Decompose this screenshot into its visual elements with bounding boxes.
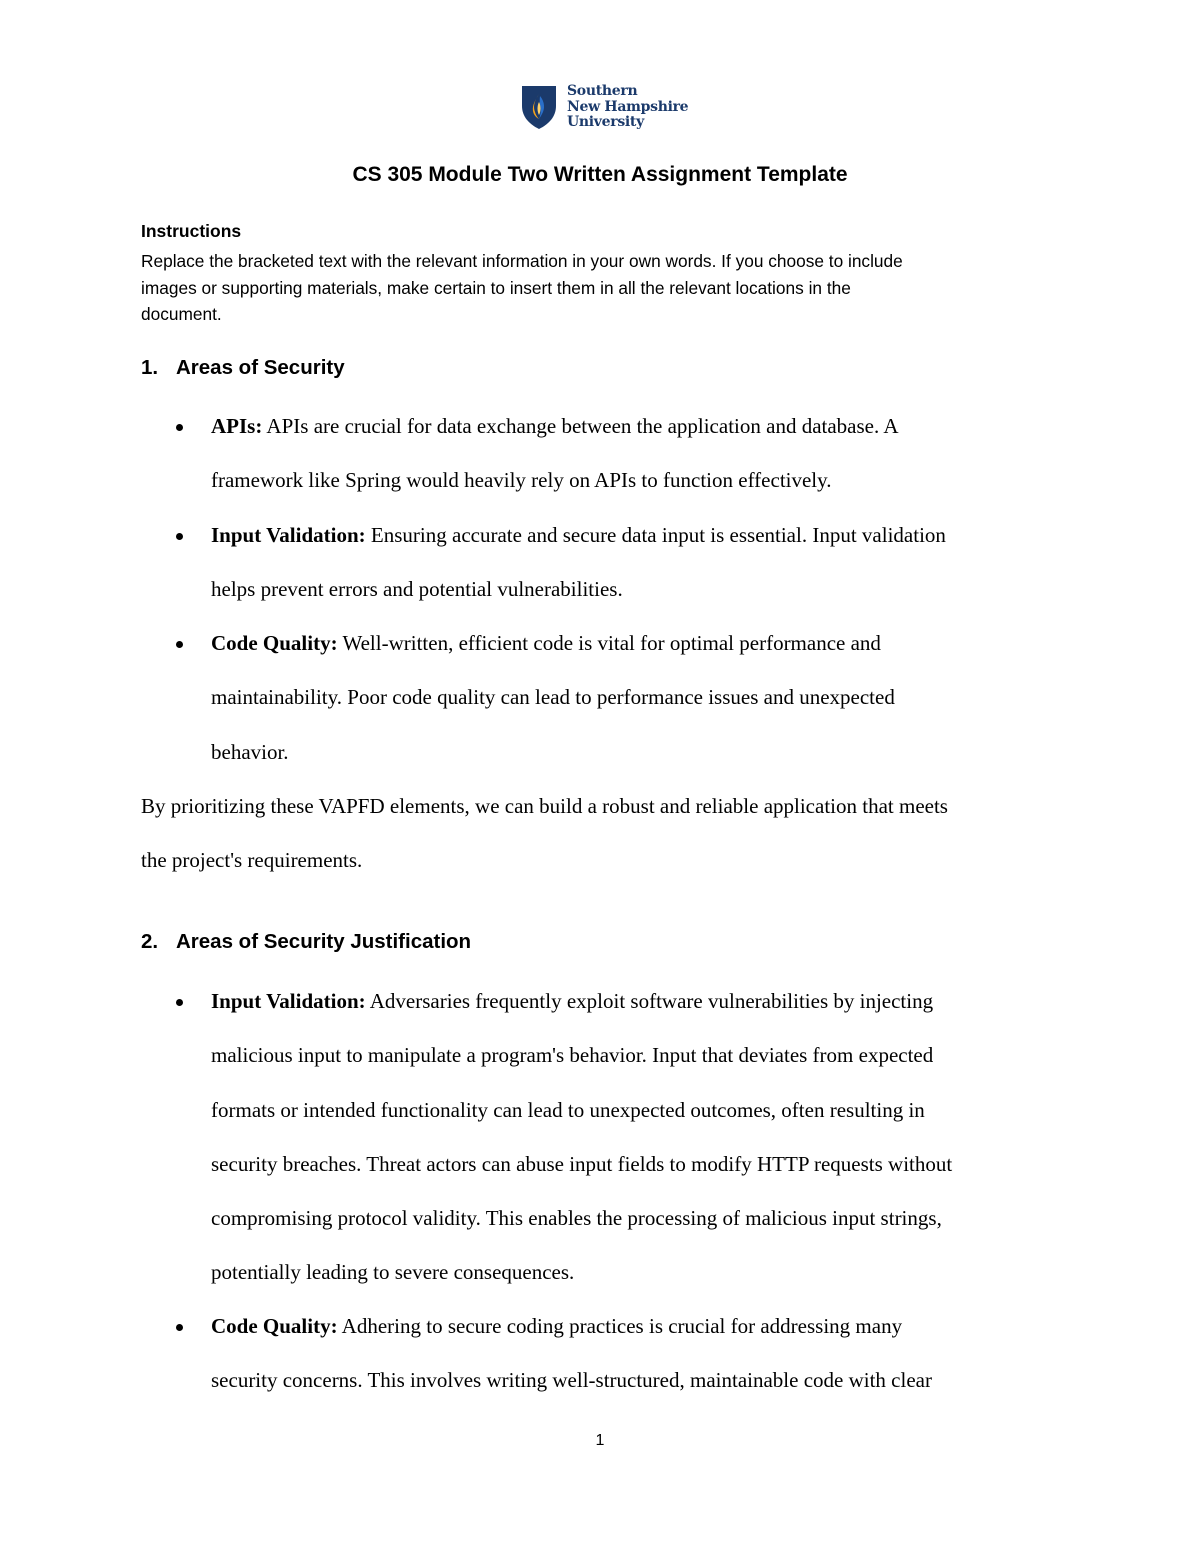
logo-wordmark [567, 84, 688, 131]
logo-line-2: New Hampshire [567, 98, 689, 115]
paragraph-line: the project's requirements. [141, 848, 363, 872]
bullet-text: behavior. [211, 739, 289, 764]
document-title: CS 305 Module Two Written Assignment Template [352, 163, 848, 186]
instructions-line: document. [141, 304, 222, 324]
bullet-label: Input Validation: [211, 523, 366, 547]
bullet-text: helps prevent errors and potential vulnerabilities. [211, 577, 623, 602]
bullet-label: Code Quality: [211, 1314, 338, 1338]
bullet-text: maintainability. Poor code quality can lead to performance issues and unexpected [211, 685, 895, 710]
paragraph-line: By prioritizing these VAPFD elements, we can build a robust and reliable application that meets [141, 794, 948, 818]
section-2-heading [141, 930, 471, 954]
bullet-text: APIs are crucial for data exchange between the application and database. A [262, 414, 899, 438]
bullet-text: Adhering to secure coding practices is crucial for addressing many [337, 1314, 903, 1338]
section-title: Areas of Security [176, 356, 345, 379]
section-1-heading [141, 356, 345, 380]
instructions-line: Replace the bracketed text with the relevant information in your own words. If you choose to include [141, 251, 903, 271]
summary-paragraph [141, 791, 1061, 899]
bullet-label: Code Quality: [211, 631, 338, 655]
section-number: 1. [141, 356, 159, 379]
bullet-text: Well-written, efficient code is vital for optimal performance and [337, 631, 881, 655]
bullet-label: Input Validation: [211, 989, 366, 1013]
section-number: 2. [141, 930, 159, 953]
logo-line-3: University [567, 114, 644, 130]
instructions-text [141, 248, 1041, 328]
page-number: 1 [595, 1432, 605, 1449]
bullet-icon [176, 641, 183, 648]
university-logo [520, 84, 690, 134]
bullet-label: APIs: [211, 414, 263, 438]
bullet-text: security concerns. This involves writing well-structured, maintainable code with clear [211, 1368, 932, 1393]
section-title: Areas of Security Justification [176, 930, 472, 953]
bullet-icon [176, 424, 183, 431]
shield-flame-icon [520, 84, 558, 130]
bullet-icon [176, 1324, 183, 1331]
bullet-text: framework like Spring would heavily rely on APIs to function effectively. [211, 468, 832, 493]
bullet-text: malicious input to manipulate a program's behavior. Input that deviates from expected [211, 1043, 934, 1068]
instructions-heading: Instructions [141, 221, 242, 241]
bullet-text: Adversaries frequently exploit software vulnerabilities by injecting [365, 989, 934, 1013]
bullet-text: Ensuring accurate and secure data input is essential. Input validation [365, 523, 946, 547]
bullet-text: potentially leading to severe consequences. [211, 1260, 575, 1285]
bullet-text: security breaches. Threat actors can abuse input fields to modify HTTP requests without [211, 1151, 953, 1176]
bullet-text: compromising protocol validity. This enables the processing of malicious input strings, [211, 1206, 942, 1231]
bullet-icon [176, 999, 183, 1006]
bullet-icon [176, 533, 183, 540]
bullet-text: formats or intended functionality can lead to unexpected outcomes, often resulting in [211, 1097, 925, 1122]
instructions-line: images or supporting materials, make certain to insert them in all the relevant locations in the [141, 277, 851, 298]
logo-line-1: Southern [567, 83, 638, 99]
